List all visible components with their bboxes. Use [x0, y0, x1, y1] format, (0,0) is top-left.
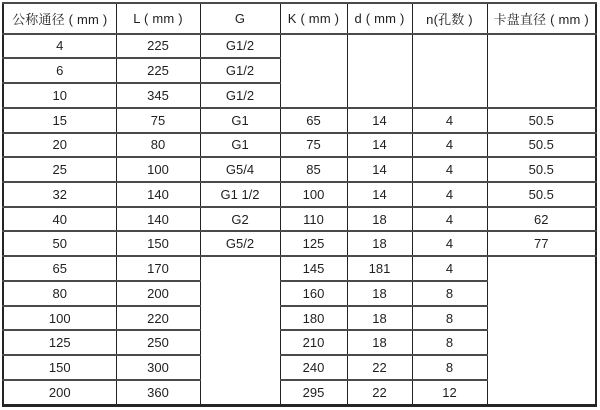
table-cell: 140 — [116, 207, 200, 232]
header-d: d ( mm ) — [347, 3, 412, 34]
merged-empty-cell-g — [200, 256, 280, 405]
table-cell: 4 — [3, 34, 116, 59]
header-g: G — [200, 3, 280, 34]
table-cell: 8 — [412, 355, 487, 380]
table-cell: G2 — [200, 207, 280, 232]
table-cell: 4 — [412, 182, 487, 207]
table-cell: 75 — [280, 133, 347, 158]
table-cell: 150 — [3, 355, 116, 380]
table-cell: 125 — [3, 330, 116, 355]
table-cell: 100 — [280, 182, 347, 207]
table-cell: 295 — [280, 380, 347, 406]
table-cell: 22 — [347, 355, 412, 380]
table-cell: 225 — [116, 34, 200, 59]
table-cell: 15 — [3, 108, 116, 133]
table-cell: 18 — [347, 207, 412, 232]
table-cell: 200 — [116, 281, 200, 306]
table-cell: 80 — [116, 133, 200, 158]
table-cell: 50 — [3, 231, 116, 256]
table-cell: 62 — [487, 207, 596, 232]
table-cell: 22 — [347, 380, 412, 406]
table-cell: 50.5 — [487, 133, 596, 158]
table-cell: 77 — [487, 231, 596, 256]
table-cell: 14 — [347, 182, 412, 207]
merged-empty-cell-d — [347, 34, 412, 108]
table-cell: 12 — [412, 380, 487, 406]
table-cell: 160 — [280, 281, 347, 306]
header-n-holes: n(孔数 ) — [412, 3, 487, 34]
table-cell: 18 — [347, 306, 412, 331]
table-cell: 50.5 — [487, 108, 596, 133]
table-cell: 10 — [3, 83, 116, 108]
merged-empty-cell-chuck-top — [487, 34, 596, 108]
table-row — [3, 108, 596, 133]
spec-table — [2, 2, 597, 407]
table-cell: 210 — [280, 330, 347, 355]
table-row — [3, 157, 596, 182]
table-cell: 75 — [116, 108, 200, 133]
table-cell: 50.5 — [487, 157, 596, 182]
table-cell: 80 — [3, 281, 116, 306]
table-cell: G1/2 — [200, 83, 280, 108]
table-cell: 4 — [412, 207, 487, 232]
table-row — [3, 34, 596, 59]
table-cell: 300 — [116, 355, 200, 380]
table-cell: 18 — [347, 330, 412, 355]
table-row — [3, 182, 596, 207]
table-cell: G1 — [200, 108, 280, 133]
table-cell: 65 — [3, 256, 116, 281]
table-cell: G1 1/2 — [200, 182, 280, 207]
table-cell: 8 — [412, 281, 487, 306]
header-chuck-diameter: 卡盘直径 ( mm ) — [487, 3, 596, 34]
table-cell: 220 — [116, 306, 200, 331]
table-cell: 4 — [412, 231, 487, 256]
table-cell: 20 — [3, 133, 116, 158]
table-row — [3, 133, 596, 158]
table-cell: 100 — [3, 306, 116, 331]
table-cell: 4 — [412, 256, 487, 281]
table-cell: 4 — [412, 133, 487, 158]
table-cell: 345 — [116, 83, 200, 108]
table-cell: 6 — [3, 58, 116, 83]
table-cell: 125 — [280, 231, 347, 256]
table-cell: 225 — [116, 58, 200, 83]
table-cell: 14 — [347, 157, 412, 182]
table-row — [3, 256, 596, 281]
table-cell: 250 — [116, 330, 200, 355]
table-cell: 181 — [347, 256, 412, 281]
merged-empty-cell-chuck-bottom — [487, 256, 596, 405]
table-cell: 360 — [116, 380, 200, 406]
table-cell: 8 — [412, 330, 487, 355]
table-cell: 8 — [412, 306, 487, 331]
table-cell: 4 — [412, 108, 487, 133]
merged-empty-cell-n — [412, 34, 487, 108]
table-cell: 32 — [3, 182, 116, 207]
table-cell: 240 — [280, 355, 347, 380]
header-nominal-diameter: 公称通径 ( mm ) — [3, 3, 116, 34]
table-cell: G5/2 — [200, 231, 280, 256]
table-cell: 85 — [280, 157, 347, 182]
table-cell: G1 — [200, 133, 280, 158]
table-cell: 4 — [412, 157, 487, 182]
table-cell: G1/2 — [200, 58, 280, 83]
table-cell: 180 — [280, 306, 347, 331]
table-cell: 14 — [347, 108, 412, 133]
table-row — [3, 231, 596, 256]
table-cell: 40 — [3, 207, 116, 232]
merged-empty-cell-k — [280, 34, 347, 108]
table-cell: G5/4 — [200, 157, 280, 182]
table-cell: 140 — [116, 182, 200, 207]
table-cell: 18 — [347, 231, 412, 256]
header-l: L ( mm ) — [116, 3, 200, 34]
table-row — [3, 207, 596, 232]
table-cell: G1/2 — [200, 34, 280, 59]
table-cell: 100 — [116, 157, 200, 182]
table-cell: 25 — [3, 157, 116, 182]
table-cell: 18 — [347, 281, 412, 306]
table-cell: 145 — [280, 256, 347, 281]
table-cell: 14 — [347, 133, 412, 158]
header-k: K ( mm ) — [280, 3, 347, 34]
table-cell: 65 — [280, 108, 347, 133]
table-cell: 200 — [3, 380, 116, 406]
table-cell: 170 — [116, 256, 200, 281]
table-cell: 50.5 — [487, 182, 596, 207]
table-cell: 110 — [280, 207, 347, 232]
table-cell: 150 — [116, 231, 200, 256]
header-row — [3, 3, 596, 34]
